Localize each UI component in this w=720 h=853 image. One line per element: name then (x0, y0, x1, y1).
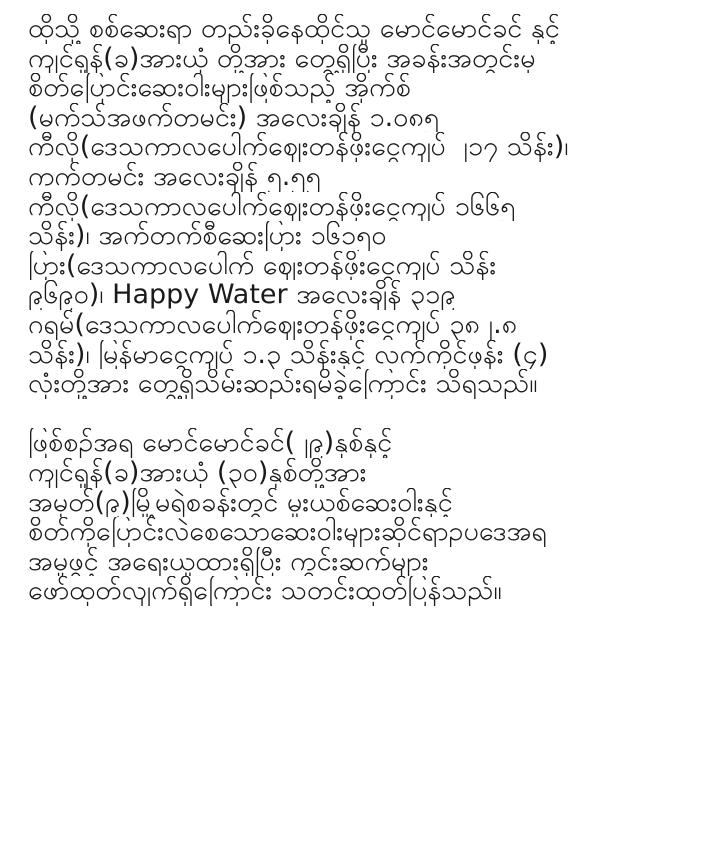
text-line: အမှတ်(၉)မြို့မရဲစခန်းတွင် မူးယစ်ဆေးဝါးနှင့် (28, 487, 453, 518)
text-line: လုံးတို့အား တွေ့ရှိသိမ်းဆည်းရမိခဲ့ကြောင်း သိရသည်။ (28, 369, 538, 399)
text-line: ဂရမ်(ဒေသကာလပေါက်ဈေးတန်ဖိုးငွေကျပ် ၃၈၂.၈ (28, 309, 518, 340)
text-line: ထိုသို့ စစ်ဆေးရာ တည်းခိုနေထိုင်သူ မောင်မောင်ခင် နှင့် (28, 14, 560, 44)
text-line: ကက်တမင်း အလေးချိန် ၅.၅၅ (28, 161, 321, 192)
article-body (28, 14, 720, 606)
text-line: ကျင်ရှုန်(ခ)အားယုံ တို့အား တွေ့ရှိပြီး အခန်းအတွင်းမှ (28, 43, 536, 74)
text-line: ၉၆၉၀)၊ Happy Water အလေးချိန် ၃၁၉ (28, 280, 456, 310)
text-line: စိတ်ပြောင်းဆေးဝါးများဖြစ်သည့် အိုက်စ် (28, 73, 411, 103)
paragraph-seizure-details (28, 14, 720, 399)
text-line: သိန်း)၊ မြန်မာငွေကျပ် ၁.၃ သိန်းနှင့် လက်ကိုင်ဖုန်း (၄) (28, 339, 549, 370)
text-line: စိတ်ကိုပြောင်းလဲစေသောဆေးဝါးများဆိုင်ရာဥပဒေအရ (28, 517, 547, 547)
text-line: (မက်သ်အဖက်တမင်း) အလေးချိန် ၁.၀၈၅ (28, 102, 439, 133)
text-line: ပြား(ဒေသကာလပေါက် ဈေးတန်ဖိုးငွေကျပ် သိန်း (28, 250, 497, 281)
text-line: ကီလို(ဒေသကာလပေါက်ဈေးတန်ဖိုးငွေကျပ် ၂၁၇ သိန်း)၊ (28, 132, 569, 162)
text-line: ကျင်ရှုန်(ခ)အားယုံ (၃၀)နှစ်တို့အား (28, 457, 367, 488)
text-line: သိန်း)၊ အက်တက်စီဆေးပြား ၁၆၁၅၀ (28, 221, 387, 251)
text-line: အမှုဖွင့် အရေးယူထားရှိပြီး ကွင်းဆက်များ (28, 546, 429, 577)
text-line: ဖြစ်စဉ်အရ မောင်မောင်ခင်(၂၉)နှစ်နှင့် (28, 428, 393, 458)
paragraph-case-action (28, 428, 720, 606)
text-line: ဖော်ထုတ်လျက်ရှိကြောင်း သတင်းထုတ်ပြန်သည်။ (28, 576, 502, 606)
text-line: ကီလို(ဒေသကာလပေါက်ဈေးတန်ဖိုးငွေကျပ် ၁၆၆၅ (28, 191, 516, 222)
